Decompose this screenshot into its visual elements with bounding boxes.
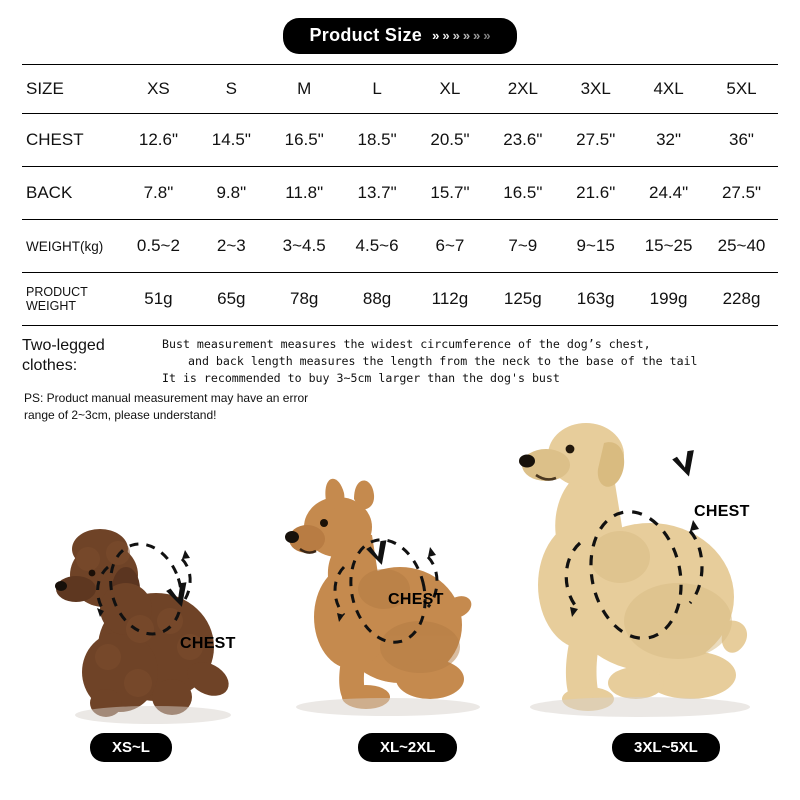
cell-back-l: 13.7": [341, 167, 414, 220]
two-legged-clothes-line2: clothes:: [22, 357, 78, 374]
column-header-size: SIZE: [22, 65, 122, 114]
size-pill-xs-l: XS~L: [90, 733, 172, 762]
row-label-weight: WEIGHT(kg): [22, 220, 122, 273]
column-header-xs: XS: [122, 65, 195, 114]
frenchie-chest-label: CHEST: [388, 590, 444, 608]
measurement-description: [162, 332, 778, 386]
column-header-5xl: 5XL: [705, 65, 778, 114]
table-row: [22, 114, 778, 167]
measurement-description-line1: Bust measurement measures the widest circumference of the dog’s chest,: [162, 337, 651, 351]
row-label-product-weight-line1: PRODUCT: [26, 284, 88, 299]
cell-back-2xl: 16.5": [486, 167, 559, 220]
dog-photos-section: [0, 431, 800, 771]
cell-product-weight-2xl: 125g: [486, 273, 559, 326]
cell-back-5xl: 27.5": [705, 167, 778, 220]
cell-weight-m: 3~4.5: [268, 220, 341, 273]
cell-weight-l: 4.5~6: [341, 220, 414, 273]
cell-weight-3xl: 9~15: [559, 220, 632, 273]
cell-product-weight-xl: 112g: [414, 273, 487, 326]
cell-chest-4xl: 32": [632, 114, 705, 167]
column-header-m: M: [268, 65, 341, 114]
column-header-l: L: [341, 65, 414, 114]
ps-note-line1: PS: Product manual measurement may have an error: [24, 391, 309, 406]
table-row: [22, 220, 778, 273]
cell-product-weight-3xl: 163g: [559, 273, 632, 326]
size-range-pills: [0, 733, 800, 765]
cell-chest-2xl: 23.6": [486, 114, 559, 167]
row-label-product-weight-line2: WEIGHT: [26, 299, 76, 313]
size-pill-xl-2xl: XL~2XL: [358, 733, 457, 762]
cell-weight-xs: 0.5~2: [122, 220, 195, 273]
cell-chest-m: 16.5": [268, 114, 341, 167]
cell-chest-xl: 20.5": [414, 114, 487, 167]
ps-note-line2: range of 2~3cm, please understand!: [24, 407, 217, 422]
cell-chest-s: 14.5": [195, 114, 268, 167]
cell-product-weight-5xl: 228g: [705, 273, 778, 326]
poodle-chest-label: CHEST: [180, 634, 236, 652]
column-header-3xl: 3XL: [559, 65, 632, 114]
cell-back-3xl: 21.6": [559, 167, 632, 220]
two-legged-clothes-label: [22, 332, 162, 376]
cell-weight-s: 2~3: [195, 220, 268, 273]
table-row: [22, 273, 778, 326]
cell-chest-3xl: 27.5": [559, 114, 632, 167]
column-header-xl: XL: [414, 65, 487, 114]
chevron-right-icon-group: » » » » » »: [432, 28, 491, 43]
measurement-description-line2: and back length measures the length from the neck to the base of the tail: [188, 353, 698, 368]
table-row: [22, 167, 778, 220]
row-label-back: BACK: [22, 167, 122, 220]
cell-back-s: 9.8": [195, 167, 268, 220]
two-legged-clothes-line1: Two-legged: [22, 337, 105, 354]
column-header-s: S: [195, 65, 268, 114]
size-chart-table: [22, 64, 778, 326]
cell-back-4xl: 24.4": [632, 167, 705, 220]
cell-chest-xs: 12.6": [122, 114, 195, 167]
column-header-4xl: 4XL: [632, 65, 705, 114]
cell-product-weight-4xl: 199g: [632, 273, 705, 326]
measurement-notes: [22, 332, 778, 386]
cell-chest-5xl: 36": [705, 114, 778, 167]
page-title: Product Size: [309, 25, 423, 45]
cell-weight-4xl: 15~25: [632, 220, 705, 273]
measurement-description-line3: It is recommended to buy 3~5cm larger than the dog's bust: [162, 370, 560, 385]
labrador-chest-label: CHEST: [694, 502, 750, 520]
cell-product-weight-s: 65g: [195, 273, 268, 326]
size-pill-3xl-5xl: 3XL~5XL: [612, 733, 720, 762]
header: [0, 0, 800, 64]
cell-product-weight-m: 78g: [268, 273, 341, 326]
cell-back-m: 11.8": [268, 167, 341, 220]
row-label-chest: CHEST: [22, 114, 122, 167]
cell-back-xs: 7.8": [122, 167, 195, 220]
cell-chest-l: 18.5": [341, 114, 414, 167]
cell-product-weight-l: 88g: [341, 273, 414, 326]
page-title-badge: [283, 18, 516, 54]
column-header-2xl: 2XL: [486, 65, 559, 114]
cell-product-weight-xs: 51g: [122, 273, 195, 326]
cell-weight-5xl: 25~40: [705, 220, 778, 273]
table-header-row: [22, 65, 778, 114]
cell-weight-xl: 6~7: [414, 220, 487, 273]
cell-back-xl: 15.7": [414, 167, 487, 220]
cell-weight-2xl: 7~9: [486, 220, 559, 273]
row-label-product-weight: [22, 273, 122, 326]
